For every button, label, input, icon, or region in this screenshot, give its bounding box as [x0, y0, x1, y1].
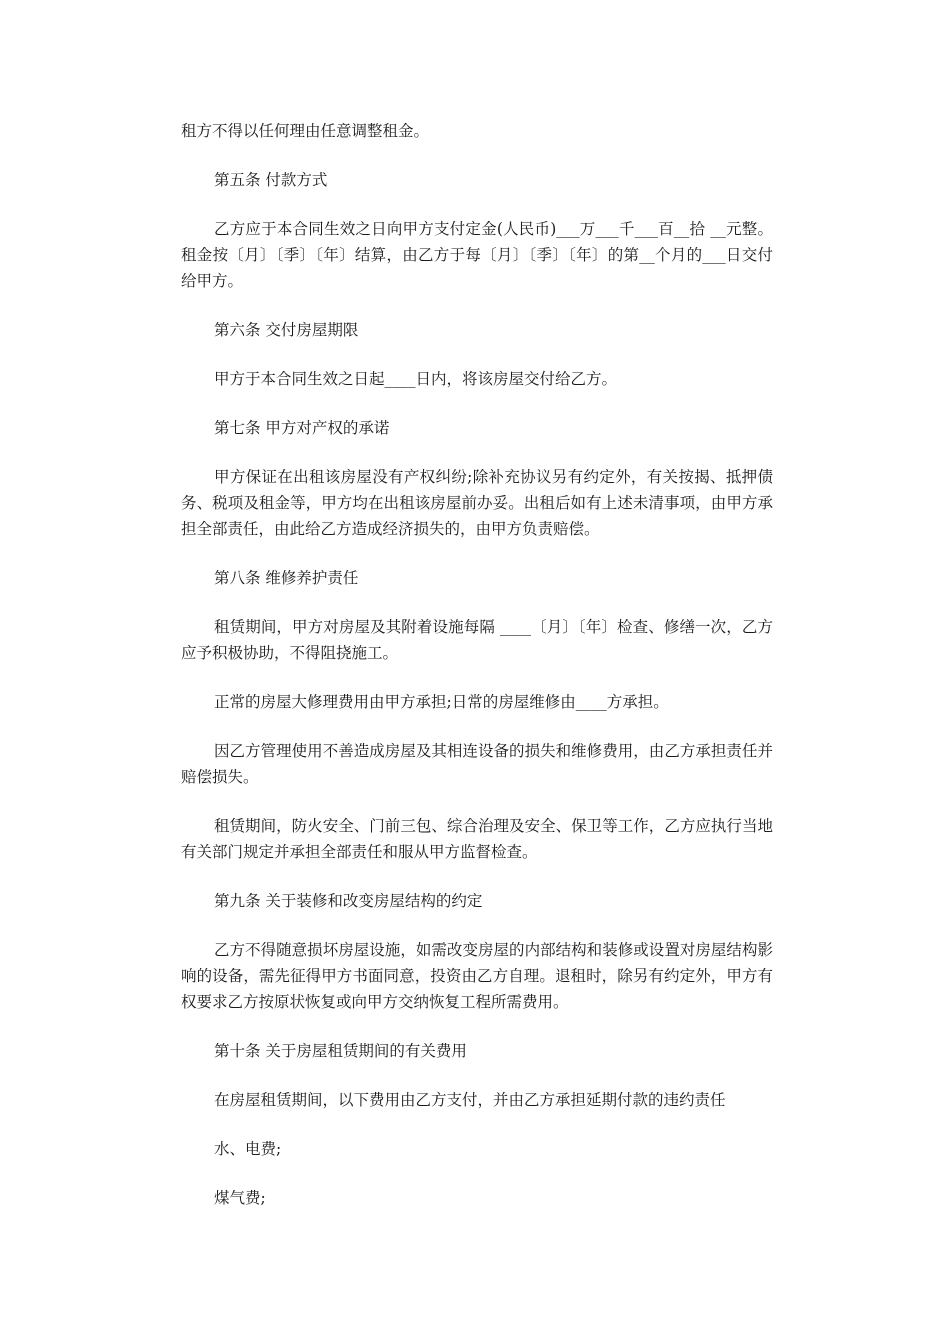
- article-10-heading: 第十条 关于房屋租赁期间的有关费用: [214, 1042, 467, 1060]
- fee-item-gas: 煤气费;: [214, 1189, 266, 1207]
- document-page: [181, 118, 773, 1234]
- article-9-body: 乙方不得随意损坏房屋设施，如需改变房屋的内部结构和装修或设置对房屋结构影响的设备，需先征得甲方书面同意，投资由乙方自理。退租时，除另有约定外，甲方有权要求乙方按原状恢复或向甲方交纳恢复工程所需费用。: [181, 941, 773, 1011]
- fee-item-utilities: 水、电费;: [214, 1140, 282, 1158]
- article-8-body-2: 正常的房屋大修理费用由甲方承担;日常的房屋维修由____方承担。: [214, 693, 669, 711]
- article-7-heading: 第七条 甲方对产权的承诺: [214, 419, 390, 437]
- article-5-heading: 第五条 付款方式: [214, 171, 328, 189]
- article-8-body-4: 租赁期间，防火安全、门前三包、综合治理及安全、保卫等工作，乙方应执行当地有关部门规定并承担全部责任和服从甲方监督检查。: [181, 817, 773, 861]
- article-7-body: 甲方保证在出租该房屋没有产权纠纷;除补充协议另有约定外，有关按揭、抵押债务、税项及租金等，甲方均在出租该房屋前办妥。出租后如有上述未清事项，由甲方承担全部责任，由此给乙方造成经济损失的，由甲方负责赔偿。: [181, 468, 773, 538]
- article-8-body-3: 因乙方管理使用不善造成房屋及其相连设备的损失和维修费用，由乙方承担责任并赔偿损失。: [181, 742, 773, 786]
- article-6-heading: 第六条 交付房屋期限: [214, 321, 359, 339]
- article-6-body: 甲方于本合同生效之日起____日内，将该房屋交付给乙方。: [214, 370, 618, 388]
- article-5-body: 乙方应于本合同生效之日向甲方支付定金(人民币)___万___千___百__拾 __元整。租金按〔月〕〔季〕〔年〕结算，由乙方于每〔月〕〔季〕〔年〕的第__个月的___日交付给甲方。: [181, 220, 773, 290]
- article-8-heading: 第八条 维修养护责任: [214, 569, 359, 587]
- article-8-body-1: 租赁期间，甲方对房屋及其附着设施每隔 ____〔月〕〔年〕检查、修缮一次，乙方应予积极协助，不得阻挠施工。: [181, 618, 773, 662]
- paragraph-continuation: 租方不得以任何理由任意调整租金。: [181, 122, 430, 140]
- article-9-heading: 第九条 关于装修和改变房屋结构的约定: [214, 892, 483, 910]
- article-10-body: 在房屋租赁期间，以下费用由乙方支付，并由乙方承担延期付款的违约责任: [214, 1091, 726, 1109]
